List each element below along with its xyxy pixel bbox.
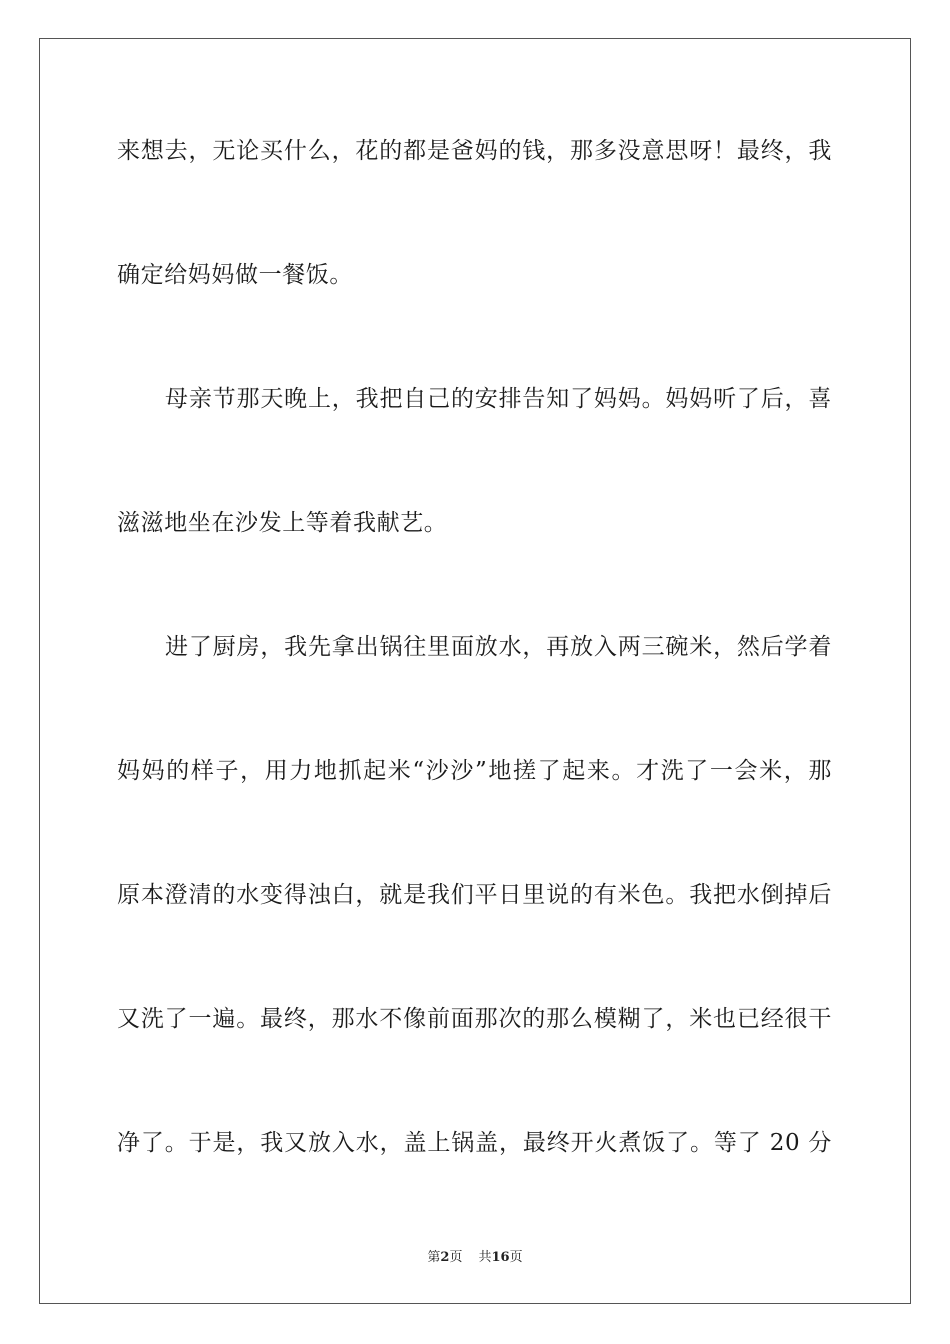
total-pages: 16 [491, 1250, 510, 1265]
page-prefix: 第 [427, 1250, 441, 1265]
text-line-8: 又洗了一遍。最终，那水不像前面那次的那么模糊了，米也已经很干 [117, 1006, 832, 1032]
text-line-5: 进了厨房，我先拿出锅往里面放水，再放入两三碗米，然后学着 [165, 634, 832, 660]
text-line-6: 妈妈的样子，用力地抓起米“沙沙”地搓了起来。才洗了一会米，那 [117, 758, 832, 784]
text-line-1: 来想去，无论买什么，花的都是爸妈的钱，那多没意思呀！最终，我 [117, 138, 832, 164]
text-line-4: 滋滋地坐在沙发上等着我献艺。 [117, 510, 448, 536]
text-line-3: 母亲节那天晚上，我把自己的安排告知了妈妈。妈妈听了后，喜 [165, 386, 832, 412]
document-body [117, 125, 832, 1241]
page-footer [0, 1246, 950, 1265]
page-suffix: 页 [449, 1250, 463, 1265]
total-prefix: 共 [478, 1250, 492, 1265]
page-number: 2 [440, 1250, 450, 1265]
text-line-7: 原本澄清的水变得浊白，就是我们平日里说的有米色。我把水倒掉后 [117, 882, 832, 908]
text-line-9: 净了。于是，我又放入水，盖上锅盖，最终开火煮饭了。等了 20 分 [117, 1130, 832, 1156]
text-line-2: 确定给妈妈做一餐饭。 [117, 262, 353, 288]
total-suffix: 页 [509, 1250, 523, 1265]
